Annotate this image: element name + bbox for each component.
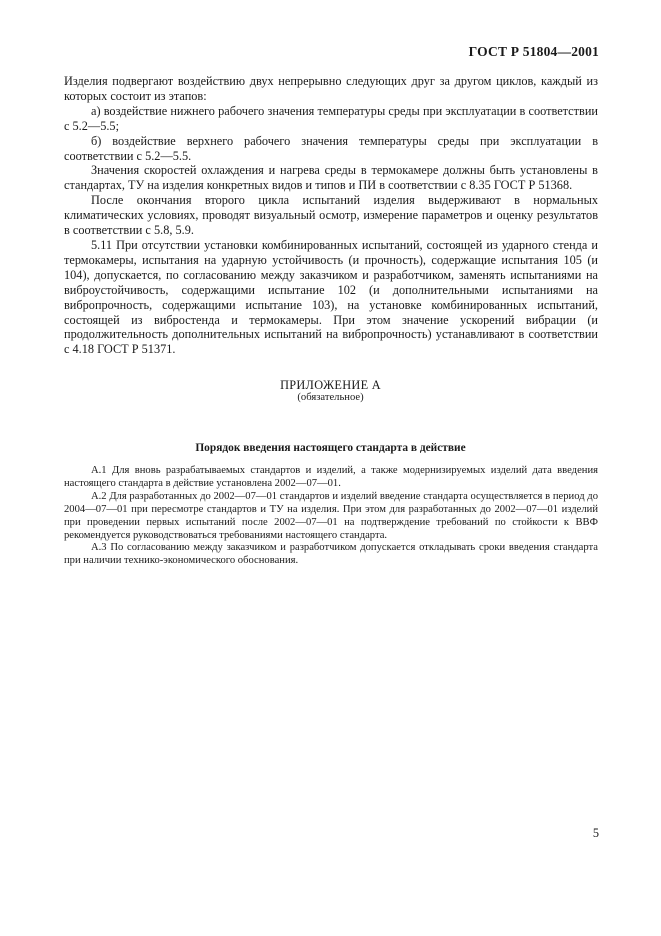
appendix-item-a2: А.2 Для разработанных до 2002—07—01 стандартов и изделий введение стандарта осуществляется в период до 2004—07—01 при пересмотре стандартов и ТУ на изделия. При этом для разработанных до 2002—07—01 изделий при проведении первых испытаний после 2002—07—01 на подтверждение требований по стойкости к ВВФ рекомендуется руководствоваться требованиями настоящего стандарта. — [64, 490, 598, 541]
appendix-item-a3: А.3 По согласованию между заказчиком и разработчиком допускается откладывать сроки введения стандарта при наличии технико-экономического обоснования. — [64, 542, 598, 567]
appendix-heading: Порядок введения настоящего стандарта в действие — [195, 442, 466, 454]
main-text-block — [64, 74, 598, 357]
page-number: 5 — [592, 826, 599, 840]
paragraph-rates: Значения скоростей охлаждения и нагрева среды в термокамере должны быть установлены в стандартах, ТУ на изделия конкретных видов и типов и ПИ в соответствии с 8.35 ГОСТ Р 51368. — [64, 163, 598, 193]
paragraph-cycles-intro: Изделия подвергают воздействию двух непрерывно следующих друг за другом циклов, каждый из которых состоит из этапов: — [64, 74, 598, 103]
appendix-text-block — [64, 465, 598, 568]
paragraph-after-cycle: После окончания второго цикла испытаний изделия выдерживают в нормальных климатических условиях, проводят визуальный осмотр, измерение параметров и оценку результатов в соответствии с 5.8, 5.9. — [64, 193, 598, 238]
appendix-subtitle: (обязательное) — [297, 392, 364, 403]
document-id-header: ГОСТ Р 51804—2001 — [468, 44, 599, 59]
appendix-title: ПРИЛОЖЕНИЕ А — [280, 378, 381, 392]
paragraph-clause-5-11: 5.11 При отсутствии установки комбинированных испытаний, состоящей из ударного стенда и термокамеры, испытания на ударную устойчивость (и прочность), содержащие испытания 105 (и 104), допускается, по согласованию между заказчиком и разработчиком, заменять испытаниями на виброустойчивость, содержащими испытание 102 (и дополнительными испытаниями на вибропрочность, содержащими испытание 103), на установке комбинированных испытаний, состоящей из вибростенда и термокамеры. При этом значение ускорений вибрации (и продолжительность дополнительных испытаний на вибропрочность) устанавливают в соответствии с 4.18 ГОСТ Р 51371. — [64, 237, 598, 357]
appendix-item-a1: А.1 Для вновь разрабатываемых стандартов и изделий, а также модернизируемых изделий дата введения настоящего стандарта в действие установлена 2002—07—01. — [64, 465, 598, 489]
paragraph-stage-b: б) воздействие верхнего рабочего значения температуры среды при эксплуатации в соответствии с 5.2—5.5. — [64, 133, 598, 163]
paragraph-stage-a: а) воздействие нижнего рабочего значения температуры среды при эксплуатации в соответствии с 5.2—5.5; — [64, 103, 598, 133]
